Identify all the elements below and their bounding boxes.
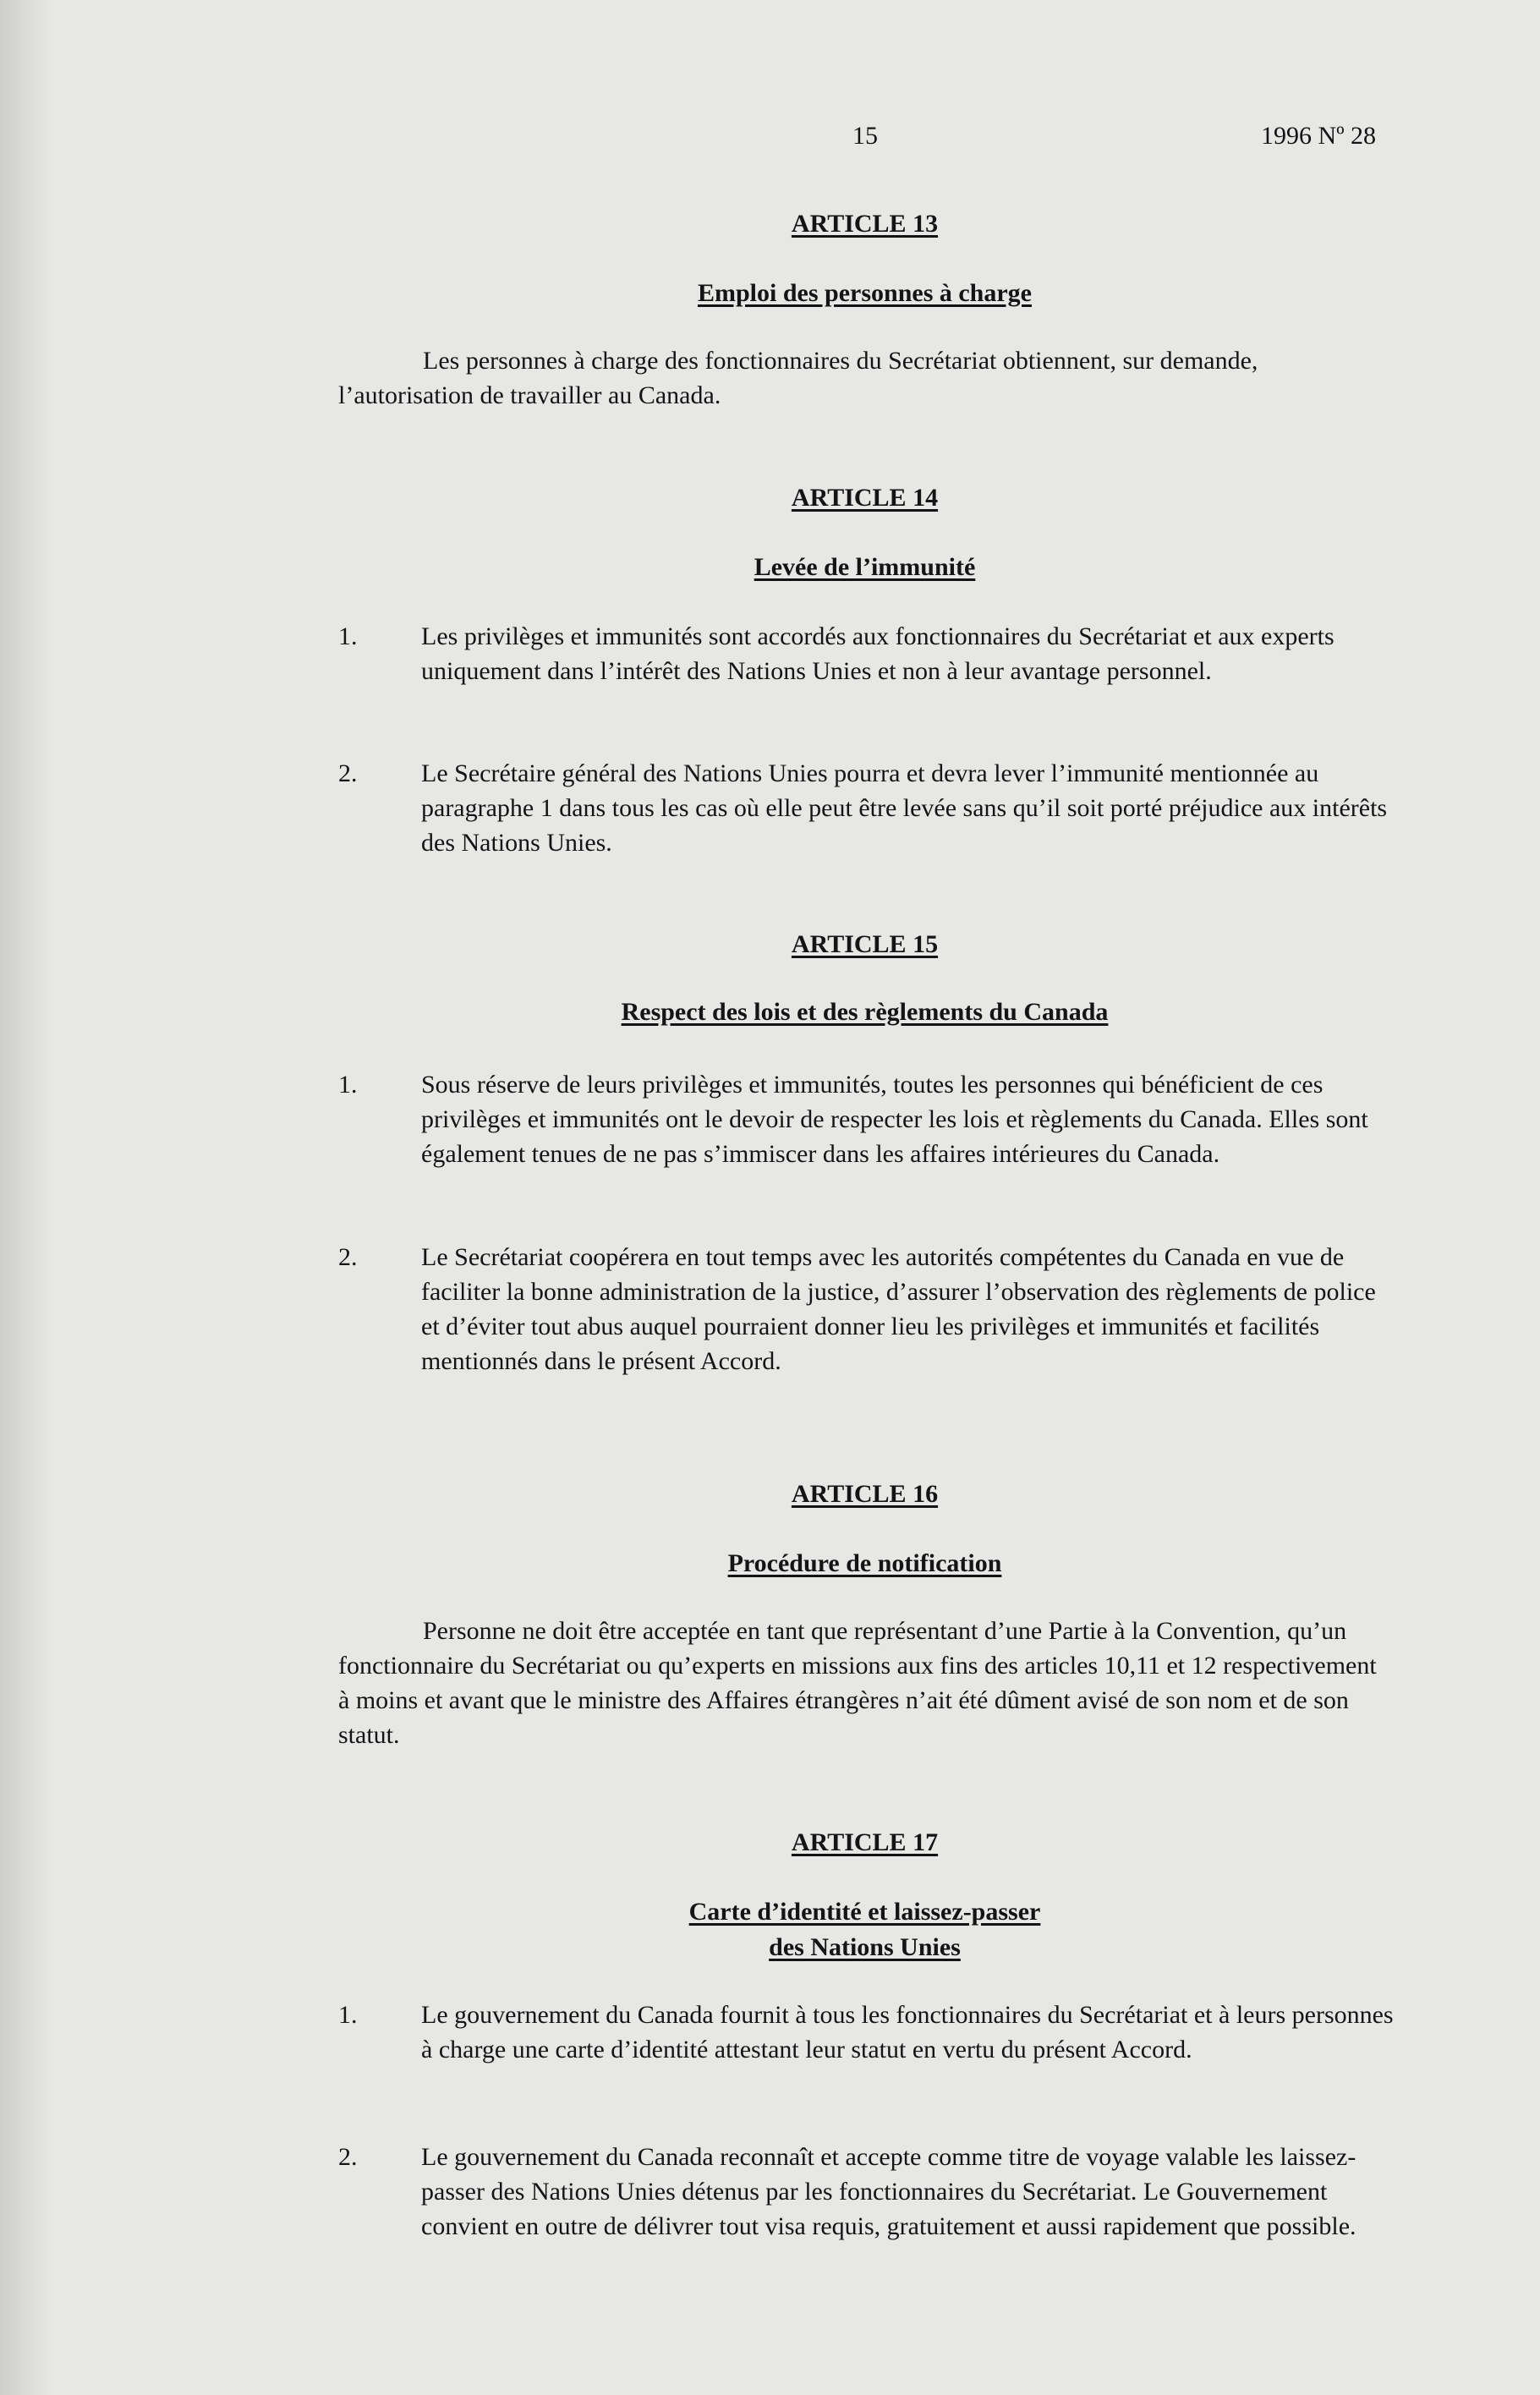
article-17-item-2-text: Le gouvernement du Canada reconnaît et accepte comme titre de voyage valable les laissez-passer des Nations Unies détenus par les fonctionnaires du Secrétariat. Le Gouvernement convient en outre de délivrer tout visa requis, gratuitement et aussi rapidement que possible. — [421, 2143, 1356, 2240]
article-15-subtitle: Respect des lois et des règlements du Canada — [621, 998, 1109, 1026]
page-number: 15 — [852, 122, 878, 150]
article-15-item-1-number: 1. — [338, 1071, 358, 1099]
article-17-item-2-number: 2. — [338, 2143, 358, 2171]
article-13-title: ARTICLE 13 — [791, 210, 939, 238]
article-16-title: ARTICLE 16 — [791, 1480, 939, 1508]
article-16-subtitle: Procédure de notification — [727, 1549, 1002, 1577]
article-15-item-1-text: Sous réserve de leurs privilèges et immunités, toutes les personnes qui bénéficient de ces privilèges et immunités ont le devoir de respecter les lois et règlements du Canada. Elles sont également tenues de ne pas s’immiscer dans les affaires intérieures du Canada. — [421, 1071, 1368, 1168]
article-17-subtitle-line-1: Carte d’identité et laissez-passer — [688, 1898, 1041, 1926]
article-14-subtitle: Levée de l’immunité — [754, 553, 976, 581]
article-16-text: Personne ne doit être acceptée en tant que représentant d’une Partie à la Convention, qu’un fonctionnaire du Secrétariat ou qu’experts en missions aux fins des articles 10,11 et 12 respectivement à moins et avant que le ministre des Affaires étrangères n’ait été dûment avisé de son nom et de son statut. — [338, 1617, 1377, 1749]
article-17-subtitle-line-2: des Nations Unies — [769, 1933, 961, 1961]
article-15-item-2-text: Le Secrétariat coopérera en tout temps avec les autorités compétentes du Canada en vue de faciliter la bonne administration de la justice, d’assurer l’observation des règlements de police et d’éviter tout abus auquel pourraient donner lieu les privilèges et immunités et facilités mentionnés dans le présent Accord. — [421, 1243, 1376, 1375]
article-14-item-2-number: 2. — [338, 759, 358, 787]
article-13-text: Les personnes à charge des fonctionnaires du Secrétariat obtiennent, sur demande, l’autorisation de travailler au Canada. — [338, 347, 1258, 409]
article-17-item-1-number: 1. — [338, 2001, 358, 2029]
article-17-item-1-text: Le gouvernement du Canada fournit à tous les fonctionnaires du Secrétariat et à leurs personnes à charge une carte d’identité attestant leur statut en vertu du présent Accord. — [421, 2001, 1394, 2063]
article-13-subtitle: Emploi des personnes à charge — [697, 279, 1032, 307]
article-17-title: ARTICLE 17 — [791, 1828, 939, 1856]
article-14-item-2-text: Le Secrétaire général des Nations Unies pourra et devra lever l’immunité mentionnée au paragraphe 1 dans tous les cas où elle peut être levée sans qu’il soit porté préjudice aux intérêts des Nations Unies. — [421, 759, 1388, 857]
article-14-title: ARTICLE 14 — [791, 484, 939, 512]
article-15-item-2-number: 2. — [338, 1243, 358, 1271]
volume-number: 1996 Nº 28 — [1261, 122, 1376, 150]
article-14-item-1-number: 1. — [338, 622, 358, 650]
article-15-title: ARTICLE 15 — [791, 930, 939, 958]
article-14-item-1-text: Les privilèges et immunités sont accordés aux fonctionnaires du Secrétariat et aux experts uniquement dans l’intérêt des Nations Unies et non à leur avantage personnel. — [421, 622, 1334, 685]
